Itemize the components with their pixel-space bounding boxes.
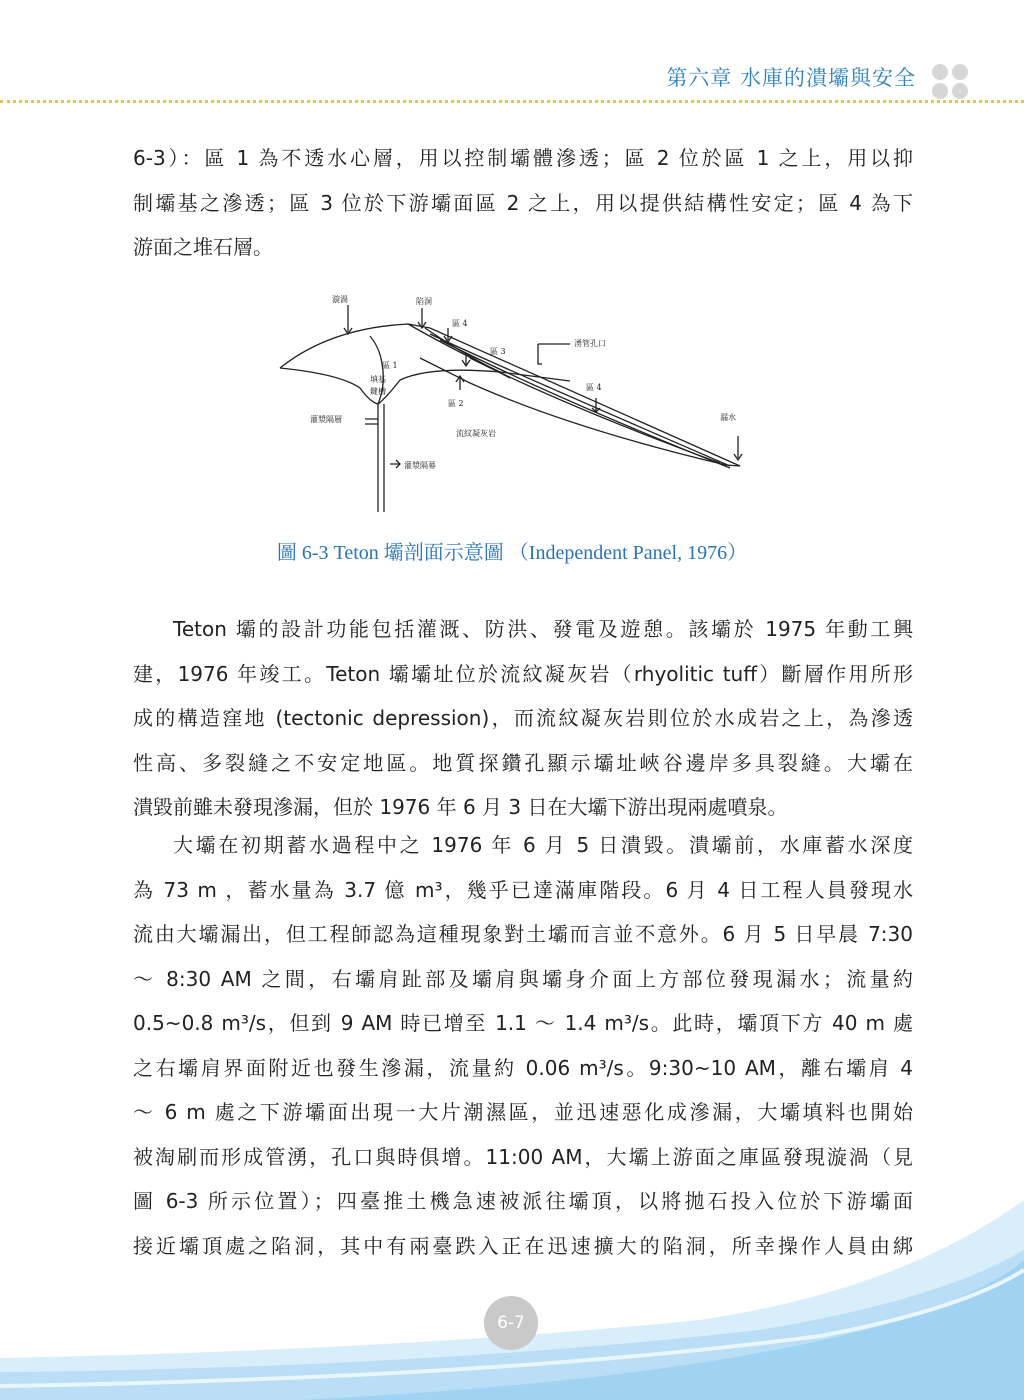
text-line: 游面之堆石層。 <box>133 235 273 259</box>
dam-cross-section-figure <box>270 288 760 516</box>
text-line: 潰毀前雖未發現滲漏，但於 1976 年 6 月 3 日在大壩下游出現兩處噴泉。 <box>133 795 788 819</box>
label-keytrench-1: 填基 <box>370 375 386 384</box>
header-divider <box>0 100 1024 103</box>
dam-base-line <box>280 368 570 404</box>
text-line: 接近壩頂處之陷洞，其中有兩臺跌入正在迅速擴大的陷洞，所幸操作人員由綁 <box>133 1233 913 1258</box>
label-zone1: 區 1 <box>382 361 398 370</box>
paragraph-zones <box>133 136 913 270</box>
text-line: Teton 壩的設計功能包括灌溉、防洪、發電及遊憩。該壩於 1975 年動工興 <box>173 617 913 641</box>
text-line: 成的構造窪地 (tectonic depression)，而流紋凝灰岩則位於水成岩之上，為滲透 <box>133 706 913 730</box>
grout-curtain <box>378 404 384 512</box>
text-line: 大壩在初期蓄水過程中之 1976 年 6 月 5 日潰毀。潰壩前，水庫蓄水深度 <box>173 833 913 857</box>
chapter-header-title: 第六章 水庫的潰壩與安全 <box>666 66 916 90</box>
text-line: ～ 8:30 AM 之間，右壩肩趾部及壩肩與壩身介面上方部位發現漏水；流量約 <box>133 966 913 991</box>
text-line: 流由大壩漏出，但工程師認為這種現象對土壩而言並不意外。6 月 5 日早晨 7:30 <box>133 922 913 946</box>
text-line: 制壩基之滲透；區 3 位於下游壩面區 2 之上，用以提供結構性安定；區 4 為下 <box>133 190 913 215</box>
label-grout-curtain: 灌漿隔幕 <box>404 461 436 470</box>
paragraph-teton-design <box>133 607 913 830</box>
text-line: 建，1976 年竣工。Teton 壩壩址位於流紋凝灰岩（rhyolitic tuff）斷層作用所形 <box>133 661 913 686</box>
label-rhyolite: 流紋凝灰岩 <box>456 429 496 438</box>
text-line: 被淘刷而形成管湧，孔口與時俱增。11:00 AM，大壩上游面之庫區發現漩渦（見 <box>133 1144 913 1169</box>
text-line: 6-3）：區 1 為不透水心層，用以控制壩體滲透；區 2 位於區 1 之上，用以抑 <box>133 146 913 170</box>
text-line: 為 73 m ，蓄水量為 3.7 億 m³，幾乎已達滿庫階段。6 月 4 日工程人員發現水 <box>133 877 913 902</box>
header-decoration-dots <box>932 64 972 100</box>
label-pipe-hole: 湧管孔口 <box>574 339 606 348</box>
text-line: 0.5~0.8 m³/s，但到 9 AM 時已增至 1.1 ～ 1.4 m³/s。此時，壩頂下方 40 m 處 <box>133 1011 913 1035</box>
label-zone3: 區 3 <box>490 347 506 356</box>
label-keytrench-2: 鍵槽 <box>370 387 386 396</box>
label-vortex: 漩渦 <box>332 295 348 304</box>
page-number-badge: 6-7 <box>484 1296 538 1350</box>
text-line: 性高、多裂縫之不安定地區。地質探鑽孔顯示壩址峽谷邊岸多具裂縫。大壩在 <box>133 750 913 775</box>
text-line: 圖 6-3 所示位置）；四臺推土機急速被派往壩頂，以將拋石投入位於下游壩面 <box>133 1189 913 1213</box>
label-zone4-top: 區 4 <box>452 319 468 328</box>
label-grout-layer: 灌漿隔層 <box>310 415 342 424</box>
label-sinkhole: 陷洞 <box>416 297 432 306</box>
label-leak: 漏水 <box>720 413 736 422</box>
label-zone2: 區 2 <box>448 399 464 408</box>
label-zone4-mid: 區 4 <box>586 383 602 392</box>
text-line: 之右壩肩界面附近也發生滲漏，流量約 0.06 m³/s。9:30~10 AM，離右壩肩 4 <box>133 1055 913 1080</box>
figure-caption: 圖 6-3 Teton 壩剖面示意圖 （Independent Panel, 1976） <box>276 542 748 564</box>
text-line: ～ 6 m 處之下游壩面出現一大片潮濕區，並迅速惡化成滲漏，大壩填料也開始 <box>133 1100 913 1124</box>
